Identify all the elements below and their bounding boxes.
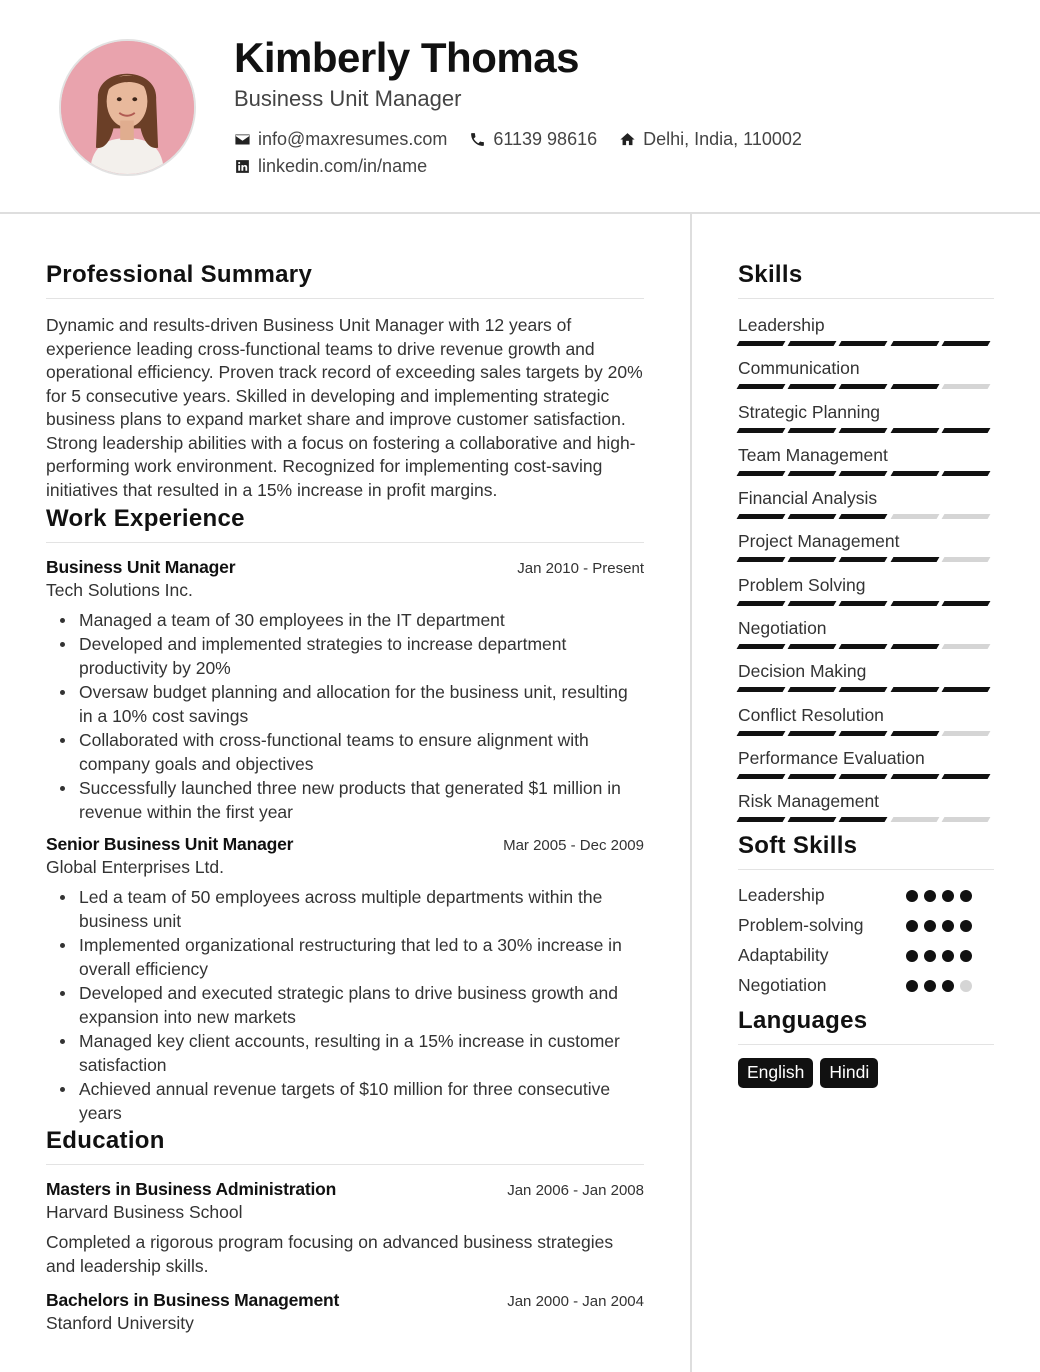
skill-name: Performance Evaluation xyxy=(738,747,925,768)
level-bar-filled xyxy=(788,687,837,692)
skills-list xyxy=(738,314,994,834)
envelope-icon xyxy=(234,131,251,148)
level-bar-filled xyxy=(941,471,990,476)
skill-name: Decision Making xyxy=(738,661,867,682)
level-bar-empty xyxy=(890,817,939,822)
skill-item xyxy=(738,574,994,617)
level-bar-filled xyxy=(839,557,888,562)
level-bar-filled xyxy=(737,687,786,692)
language-tag: Hindi xyxy=(820,1058,878,1088)
level-dot-filled xyxy=(960,950,972,962)
level-bar-filled xyxy=(737,774,786,779)
contact-row xyxy=(234,129,824,150)
skill-level-bars xyxy=(738,687,994,692)
bullet-item: Managed key client accounts, resulting in a 15% increase in customer satisfaction xyxy=(46,1029,644,1077)
level-dot-filled xyxy=(942,950,954,962)
soft-skills-list xyxy=(738,881,994,1001)
contact-email[interactable] xyxy=(234,129,447,150)
level-bar-filled xyxy=(839,687,888,692)
education-entry xyxy=(46,1290,644,1334)
job-entry xyxy=(46,557,644,824)
level-bar-filled xyxy=(737,601,786,606)
job-date: Mar 2005 - Dec 2009 xyxy=(503,837,644,854)
level-bar-filled xyxy=(890,428,939,433)
skill-level-bars xyxy=(738,557,994,562)
bullet-item: Developed and executed strategic plans to drive business growth and expansion into new markets xyxy=(46,981,644,1029)
level-bar-filled xyxy=(788,428,837,433)
resume-header xyxy=(0,0,1040,214)
level-bar-filled xyxy=(890,471,939,476)
phone-icon xyxy=(469,131,486,148)
phone-text: 61139 98616 xyxy=(493,129,598,149)
level-bar-filled xyxy=(839,514,888,519)
skill-name: Financial Analysis xyxy=(738,488,878,509)
level-bar-filled xyxy=(788,341,837,346)
level-dot-empty xyxy=(960,980,972,992)
level-bar-filled xyxy=(788,601,837,606)
skill-level-bars xyxy=(738,601,994,606)
level-dot-filled xyxy=(906,980,918,992)
job-date: Jan 2010 - Present xyxy=(517,560,644,577)
level-bar-filled xyxy=(839,644,888,649)
education-entry xyxy=(46,1179,644,1278)
level-bar-filled xyxy=(788,471,837,476)
level-bar-filled xyxy=(839,428,888,433)
level-bar-filled xyxy=(839,601,888,606)
school-name: Stanford University xyxy=(46,1313,194,1333)
skill-level-bars xyxy=(738,514,994,519)
job-bullets xyxy=(46,608,644,824)
soft-skill-item xyxy=(738,941,994,971)
level-bar-filled xyxy=(737,471,786,476)
level-bar-filled xyxy=(737,644,786,649)
job-title: Business Unit Manager xyxy=(46,557,236,577)
job-company: Global Enterprises Ltd. xyxy=(46,857,225,877)
home-icon xyxy=(619,131,636,148)
skill-level-bars xyxy=(738,341,994,346)
languages-section xyxy=(738,1007,994,1088)
section-title-skills: Skills xyxy=(738,261,994,299)
skill-item xyxy=(738,487,994,530)
level-dot-filled xyxy=(960,920,972,932)
level-dot-filled xyxy=(906,950,918,962)
level-bar-filled xyxy=(941,601,990,606)
skill-name: Problem Solving xyxy=(738,574,866,595)
skill-item xyxy=(738,530,994,573)
skill-item xyxy=(738,401,994,444)
soft-skill-name: Problem-solving xyxy=(738,915,864,936)
bullet-item: Collaborated with cross-functional teams to ensure alignment with company goals and objectives xyxy=(46,728,644,776)
soft-skill-level-dots xyxy=(906,920,978,932)
bullet-item: Achieved annual revenue targets of $10 million for three consecutive years xyxy=(46,1077,644,1125)
summary-section xyxy=(46,261,644,502)
portrait-illustration xyxy=(61,41,194,174)
degree-title: Bachelors in Business Management xyxy=(46,1290,340,1310)
skill-level-bars xyxy=(738,774,994,779)
bullet-item: Developed and implemented strategies to increase department productivity by 20% xyxy=(46,632,644,680)
level-bar-empty xyxy=(941,384,990,389)
level-bar-filled xyxy=(788,817,837,822)
bullet-item: Led a team of 50 employees across multiple departments within the business unit xyxy=(46,885,644,933)
contact-linkedin[interactable] xyxy=(234,156,427,177)
skill-item xyxy=(738,790,994,833)
skill-level-bars xyxy=(738,428,994,433)
level-bar-filled xyxy=(941,428,990,433)
soft-skill-item xyxy=(738,881,994,911)
school-name: Harvard Business School xyxy=(46,1202,243,1222)
skill-item xyxy=(738,314,994,357)
section-title-languages: Languages xyxy=(738,1007,994,1045)
soft-skill-name: Negotiation xyxy=(738,975,827,996)
soft-skill-item xyxy=(738,911,994,941)
soft-skill-level-dots xyxy=(906,950,978,962)
skill-name: Team Management xyxy=(738,444,888,465)
level-bar-empty xyxy=(941,817,990,822)
profile-photo xyxy=(59,39,196,176)
skill-name: Leadership xyxy=(738,315,825,335)
level-bar-filled xyxy=(890,774,939,779)
level-bar-filled xyxy=(788,774,837,779)
language-tag: English xyxy=(738,1058,813,1088)
contact-row-2 xyxy=(234,156,449,177)
level-bar-filled xyxy=(737,557,786,562)
bullet-item: Managed a team of 30 employees in the IT department xyxy=(46,608,644,632)
education-date: Jan 2000 - Jan 2004 xyxy=(507,1293,644,1310)
job-entry xyxy=(46,834,644,1125)
job-title: Senior Business Unit Manager xyxy=(46,834,294,854)
soft-skill-name: Adaptability xyxy=(738,945,829,966)
level-bar-filled xyxy=(890,731,939,736)
job-company: Tech Solutions Inc. xyxy=(46,580,193,600)
location-text: Delhi, India, 110002 xyxy=(643,129,802,149)
email-text: info@maxresumes.com xyxy=(258,129,448,149)
level-bar-filled xyxy=(839,774,888,779)
linkedin-icon xyxy=(234,158,251,175)
level-bar-filled xyxy=(788,644,837,649)
level-bar-filled xyxy=(890,601,939,606)
level-dot-filled xyxy=(942,980,954,992)
section-title-soft-skills: Soft Skills xyxy=(738,832,994,870)
level-dot-filled xyxy=(924,980,936,992)
degree-title: Masters in Business Administration xyxy=(46,1179,337,1199)
level-bar-filled xyxy=(941,341,990,346)
level-bar-empty xyxy=(890,514,939,519)
level-bar-filled xyxy=(788,514,837,519)
level-bar-filled xyxy=(839,731,888,736)
level-bar-filled xyxy=(737,341,786,346)
linkedin-text: linkedin.com/in/name xyxy=(258,156,428,176)
skill-item xyxy=(738,747,994,790)
soft-skill-level-dots xyxy=(906,890,978,902)
level-bar-filled xyxy=(737,817,786,822)
contact-location xyxy=(619,129,802,150)
bullet-item: Oversaw budget planning and allocation for the business unit, resulting in a 10% cost savings xyxy=(46,680,644,728)
level-dot-filled xyxy=(924,890,936,902)
skill-item xyxy=(738,357,994,400)
level-bar-filled xyxy=(788,384,837,389)
level-bar-filled xyxy=(737,384,786,389)
skill-name: Project Management xyxy=(738,531,900,552)
level-dot-filled xyxy=(924,920,936,932)
job-bullets xyxy=(46,885,644,1125)
skill-name: Strategic Planning xyxy=(738,401,881,422)
sidebar-column xyxy=(738,214,994,1088)
level-bar-filled xyxy=(890,557,939,562)
summary-text: Dynamic and results-driven Business Unit Manager with 12 years of experience leading cross-functional teams to drive revenue growth and operational efficiency. Proven track record of exceeding sales targets by 20% for 5 consecutive years. Skilled in developing and implementing strategic business plans to expand market share and improve customer satisfaction. Strong leadership abilities with a focus on fostering a collaborative and high-performing work environment. Recognized for implementing cost-saving initiatives that resulted in a 15% increase in profit margins. xyxy=(46,315,643,500)
soft-skill-item xyxy=(738,971,994,1001)
level-bar-filled xyxy=(890,341,939,346)
level-bar-filled xyxy=(788,731,837,736)
skill-item xyxy=(738,617,994,660)
candidate-name: Kimberly Thomas xyxy=(234,34,579,81)
level-bar-filled xyxy=(839,384,888,389)
soft-skill-name: Leadership xyxy=(738,885,825,906)
skill-item xyxy=(738,660,994,703)
level-dot-filled xyxy=(942,890,954,902)
education-date: Jan 2006 - Jan 2008 xyxy=(507,1182,644,1199)
education-desc: Completed a rigorous program focusing on advanced business strategies and leadership skills. xyxy=(46,1232,614,1276)
skill-name: Risk Management xyxy=(738,791,880,812)
level-bar-filled xyxy=(737,428,786,433)
section-title-experience: Work Experience xyxy=(46,505,644,543)
experience-section xyxy=(46,505,644,1125)
skill-name: Communication xyxy=(738,358,860,379)
level-dot-filled xyxy=(906,920,918,932)
level-bar-empty xyxy=(941,731,990,736)
level-bar-filled xyxy=(737,514,786,519)
skill-level-bars xyxy=(738,731,994,736)
column-divider xyxy=(690,214,692,1372)
section-title-summary: Professional Summary xyxy=(46,261,644,299)
bullet-item: Implemented organizational restructuring that led to a 30% increase in overall efficiency xyxy=(46,933,644,981)
soft-skills-section xyxy=(738,832,994,1001)
level-bar-filled xyxy=(941,774,990,779)
skills-section xyxy=(738,261,994,834)
level-bar-filled xyxy=(890,687,939,692)
contact-phone[interactable] xyxy=(469,129,597,150)
skill-level-bars xyxy=(738,644,994,649)
level-bar-empty xyxy=(941,514,990,519)
level-bar-filled xyxy=(839,341,888,346)
level-bar-empty xyxy=(941,644,990,649)
level-dot-filled xyxy=(960,890,972,902)
skill-level-bars xyxy=(738,471,994,476)
skill-item xyxy=(738,704,994,747)
education-section xyxy=(46,1127,644,1334)
level-dot-filled xyxy=(924,950,936,962)
skill-level-bars xyxy=(738,817,994,822)
level-bar-filled xyxy=(737,731,786,736)
main-column xyxy=(46,214,644,1334)
level-bar-filled xyxy=(839,817,888,822)
level-bar-filled xyxy=(941,687,990,692)
skill-item xyxy=(738,444,994,487)
skill-name: Conflict Resolution xyxy=(738,704,884,725)
candidate-role: Business Unit Manager xyxy=(234,86,462,111)
level-bar-filled xyxy=(839,471,888,476)
level-bar-empty xyxy=(941,557,990,562)
bullet-item: Successfully launched three new products that generated $1 million in revenue within the first year xyxy=(46,776,644,824)
level-bar-filled xyxy=(890,644,939,649)
level-bar-filled xyxy=(890,384,939,389)
level-dot-filled xyxy=(942,920,954,932)
soft-skill-level-dots xyxy=(906,980,978,992)
skill-level-bars xyxy=(738,384,994,389)
languages-list xyxy=(738,1058,994,1088)
skill-name: Negotiation xyxy=(738,618,827,639)
section-title-education: Education xyxy=(46,1127,644,1165)
level-dot-filled xyxy=(906,890,918,902)
level-bar-filled xyxy=(788,557,837,562)
